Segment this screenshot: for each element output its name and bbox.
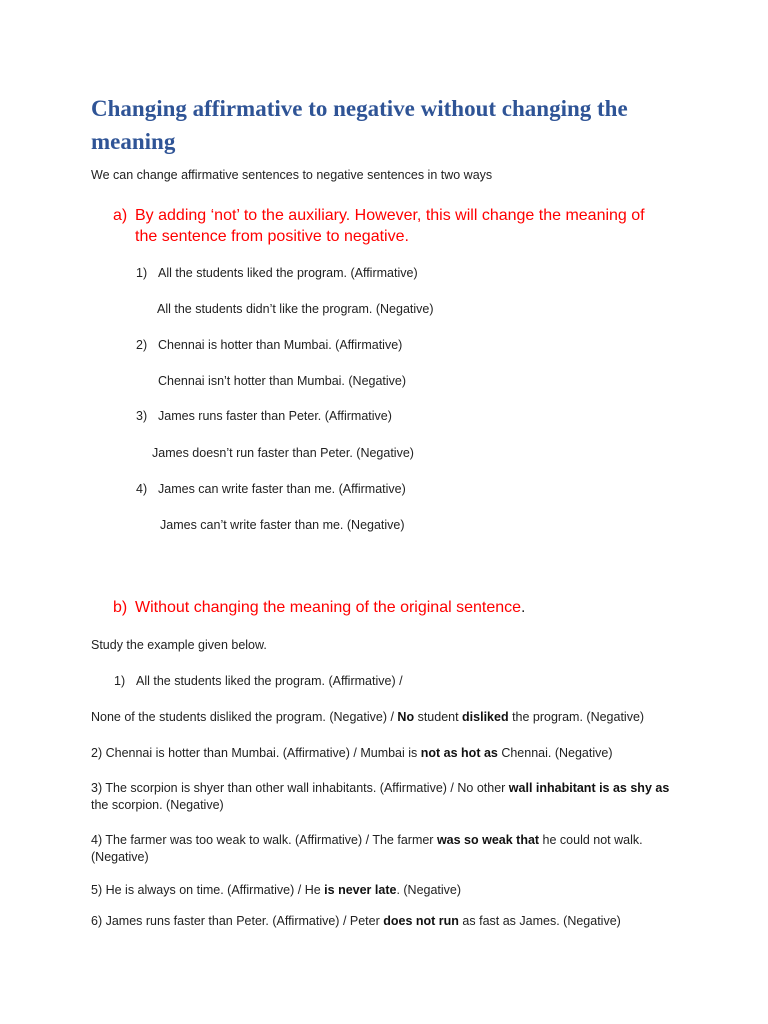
- item-negative: James doesn’t run faster than Peter. (Negative): [152, 446, 414, 460]
- item-number: 3): [136, 409, 148, 423]
- intro-text: We can change affirmative sentences to negative sentences in two ways: [91, 168, 493, 182]
- example-1-negative: None of the students disliked the program. (Negative) / No student disliked the program. (Negative): [91, 710, 645, 724]
- item-affirmative: Chennai is hotter than Mumbai. (Affirmative): [158, 338, 403, 352]
- section-b-heading-period: .: [521, 599, 526, 616]
- item-negative: James can’t write faster than me. (Negative): [160, 518, 405, 532]
- item-affirmative: James runs faster than Peter. (Affirmative): [158, 409, 392, 423]
- section-b-heading: [113, 597, 673, 619]
- item-negative: Chennai isn’t hotter than Mumbai. (Negative): [158, 374, 407, 388]
- item-affirmative: James can write faster than me. (Affirmative): [158, 482, 406, 496]
- example-3: 3) The scorpion is shyer than other wall inhabitants. (Affirmative) / No other wall inhabitant is as shy as the scorpion. (Negative): [91, 781, 670, 812]
- section-a-heading-text: By adding ‘not’ to the auxiliary. However, this will change the meaning of the sentence from positive to negative.: [135, 207, 645, 245]
- page-title: Changing affirmative to negative without changing the meaning: [91, 96, 628, 154]
- example-6: 6) James runs faster than Peter. (Affirmative) / Peter does not run as fast as James. (Negative): [91, 914, 621, 928]
- example-1-text: All the students liked the program. (Affirmative) /: [136, 674, 403, 688]
- section-b-heading-text: Without changing the meaning of the original sentence: [135, 599, 522, 616]
- item-affirmative: All the students liked the program. (Affirmative): [158, 266, 418, 280]
- study-text: Study the example given below.: [91, 638, 267, 652]
- example-4: 4) The farmer was too weak to walk. (Affirmative) / The farmer was so weak that he could not walk. (Negative): [91, 833, 643, 864]
- item-number: 1): [114, 674, 126, 688]
- example-2: 2) Chennai is hotter than Mumbai. (Affirmative) / Mumbai is not as hot as Chennai. (Negative): [91, 746, 613, 760]
- section-b-marker: b): [113, 599, 128, 616]
- item-number: 4): [136, 482, 148, 496]
- section-a-marker: a): [113, 207, 128, 224]
- item-negative: All the students didn’t like the program. (Negative): [157, 302, 434, 316]
- section-a-heading: [113, 205, 673, 249]
- item-number: 1): [136, 266, 148, 280]
- example-5: 5) He is always on time. (Affirmative) / He is never late. (Negative): [91, 883, 462, 897]
- item-number: 2): [136, 338, 148, 352]
